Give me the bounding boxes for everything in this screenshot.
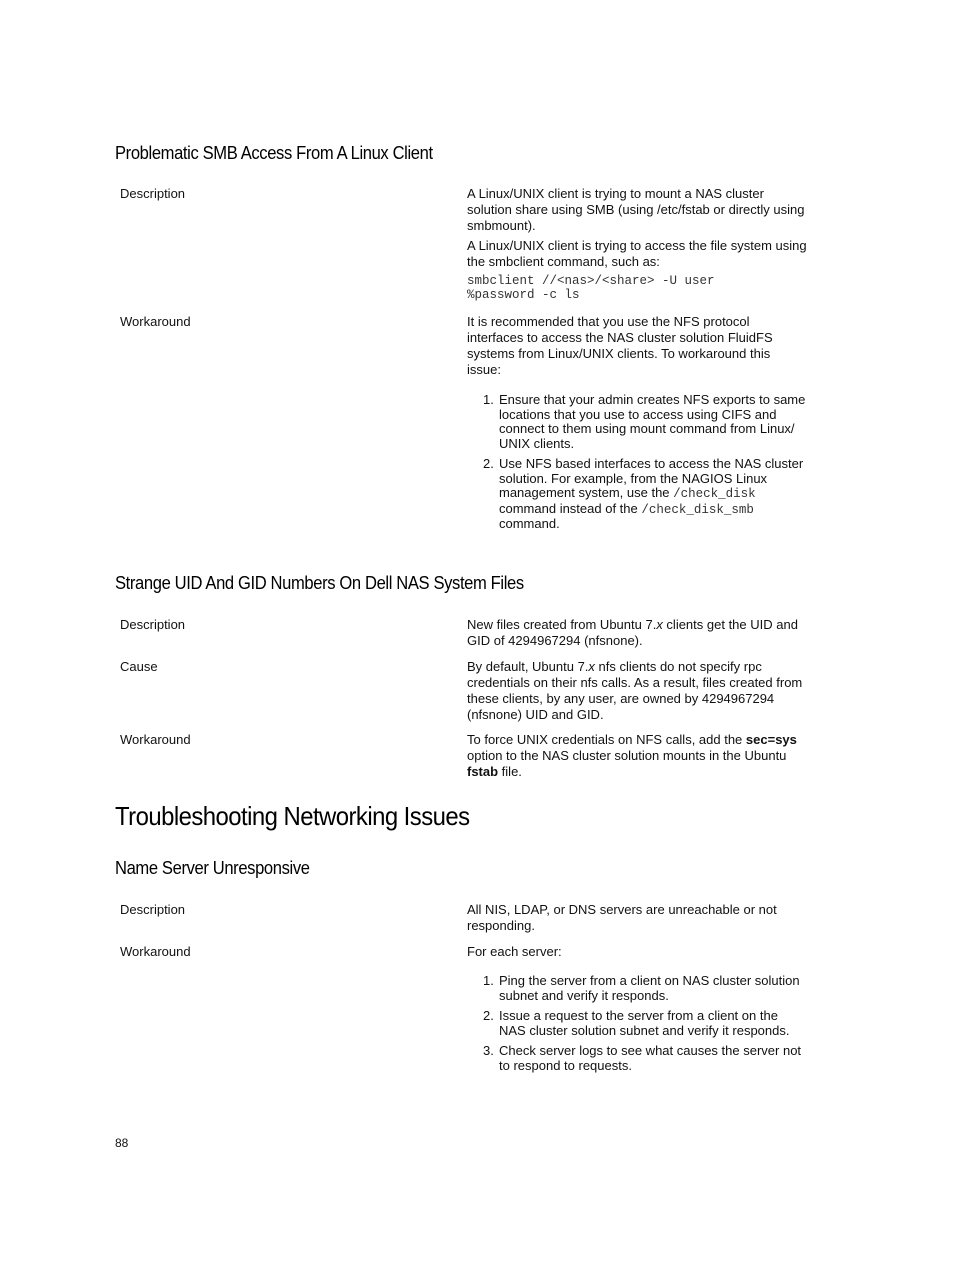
description-label: Description <box>120 617 186 632</box>
step-text: Ping the server from a client on NAS cluster solution subnet and verify it responds. <box>499 973 800 1003</box>
text-run-bold: sec=sys <box>745 732 797 747</box>
section-title-uid-gid: Strange UID And GID Numbers On Dell NAS System Files <box>115 573 524 593</box>
inline-code: /check_disk_smb <box>641 502 754 517</box>
text-run: To force UNIX credentials on NFS calls, add the <box>467 732 746 747</box>
workaround-value <box>467 314 807 382</box>
page-number: 88 <box>115 1136 129 1150</box>
workaround-steps <box>483 393 808 538</box>
step-number: 2. <box>483 456 494 471</box>
step-number: 3. <box>483 1043 494 1058</box>
section-title-name-server: Name Server Unresponsive <box>115 858 310 878</box>
step-text: Check server logs to see what causes the server not to respond to requests. <box>499 1043 802 1073</box>
list-item <box>483 974 808 1003</box>
text-run-italic: x <box>588 659 595 674</box>
step-number: 1. <box>483 973 494 988</box>
description-paragraph: A Linux/UNIX client is trying to access the file system using the smbclient command, such as: <box>467 238 807 269</box>
text-run: option to the NAS cluster solution mounts in the Ubuntu <box>467 748 787 763</box>
inline-code: /check_disk <box>673 487 756 501</box>
text-run-italic: x <box>656 617 663 632</box>
code-sample: smbclient //<nas>/<share> -U user %password -c ls <box>467 274 715 302</box>
description-value <box>467 617 807 653</box>
cause-label: Cause <box>120 659 158 674</box>
step-text: Ensure that your admin creates NFS exports to same locations that you use to access using CIFS and connect to them using mount command from Linux/ UNIX clients. <box>499 392 806 451</box>
list-item <box>483 1009 808 1038</box>
list-item <box>483 393 808 451</box>
workaround-label: Workaround <box>120 944 191 959</box>
step-text: command. <box>499 516 560 531</box>
workaround-value: For each server: <box>467 944 562 959</box>
workaround-label: Workaround <box>120 732 191 747</box>
list-item <box>483 457 808 532</box>
chapter-title: Troubleshooting Networking Issues <box>115 801 470 831</box>
workaround-paragraph: It is recommended that you use the NFS protocol interfaces to access the NAS cluster solution FluidFS systems from Linux/UNIX clients. To workaround this issue: <box>467 314 773 377</box>
description-paragraph: A Linux/UNIX client is trying to mount a NAS cluster solution share using SMB (using /etc/fstab or directly using smbmount). <box>467 186 805 233</box>
text-run: file. <box>498 764 522 779</box>
cause-value <box>467 659 807 727</box>
description-label: Description <box>120 902 186 917</box>
workaround-label: Workaround <box>120 314 191 329</box>
text-run: By default, Ubuntu 7. <box>467 659 589 674</box>
text-run: New files created from Ubuntu 7. <box>467 617 657 632</box>
step-number: 2. <box>483 1008 494 1023</box>
list-item <box>483 1044 808 1073</box>
step-text: Use NFS based interfaces to access the NAS cluster solution. For example, from the NAGIOS Linux management system, use the <box>499 456 804 500</box>
description-label: Description <box>120 186 186 201</box>
text-run: nfs clients do not specify rpc credentials on their nfs calls. As a result, files created from these clients, by any user, are owned by 4294967294 (nfsnone) UID and GID. <box>467 659 803 722</box>
step-number: 1. <box>483 392 494 407</box>
step-text: Issue a request to the server from a client on the NAS cluster solution subnet and verify it responds. <box>499 1008 790 1038</box>
section-title-smb-access: Problematic SMB Access From A Linux Client <box>115 143 433 163</box>
text-run-bold: fstab <box>467 764 499 779</box>
description-value: All NIS, LDAP, or DNS servers are unreachable or not responding. <box>467 902 777 933</box>
workaround-value <box>467 732 807 784</box>
description-value <box>467 186 807 306</box>
text-run: clients get the UID and GID of 4294967294 (nfsnone). <box>467 617 798 648</box>
workaround-steps <box>483 974 808 1079</box>
step-text: command instead of the <box>499 500 638 516</box>
